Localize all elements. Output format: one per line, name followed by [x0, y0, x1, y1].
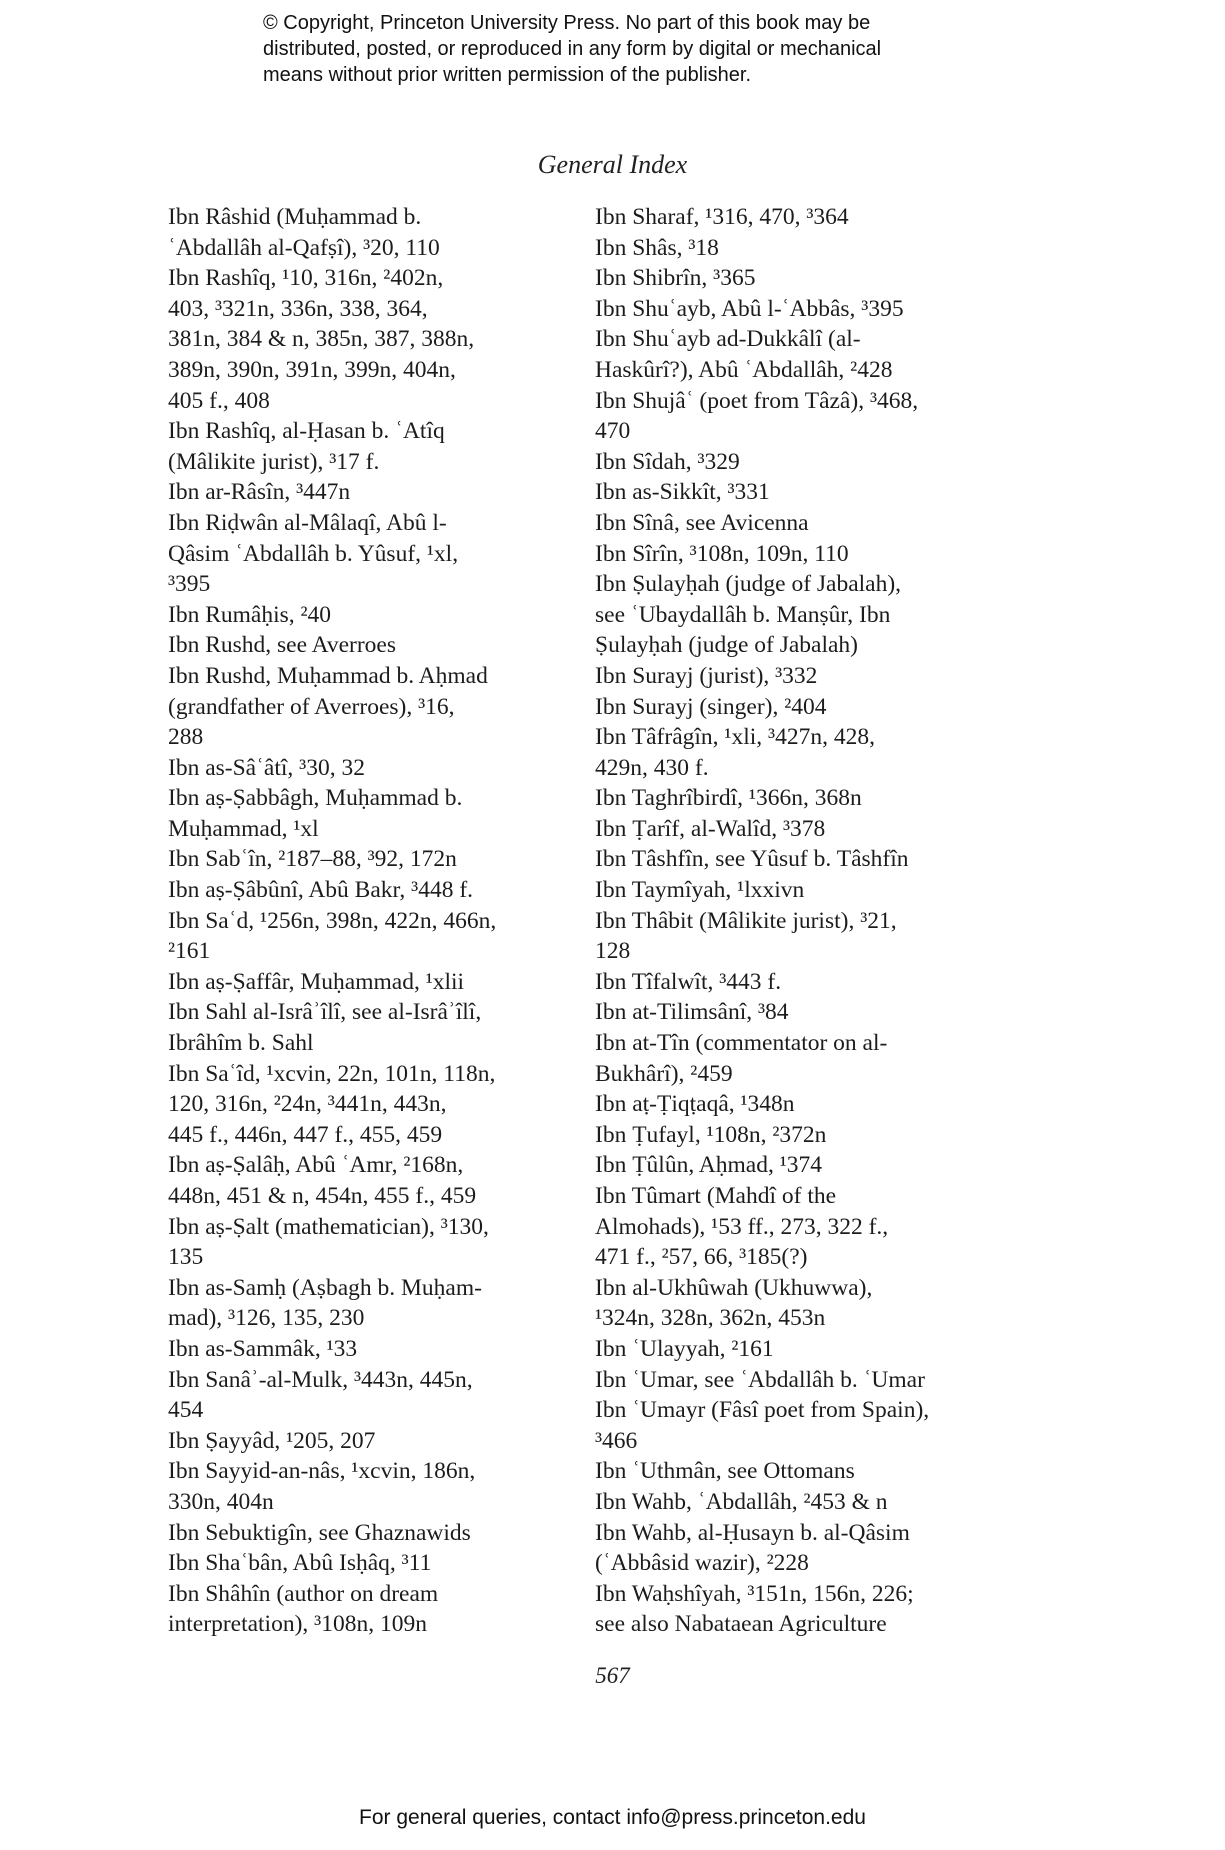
index-entry-line: 381n, 384 & n, 385n, 387, 388n,: [168, 326, 475, 353]
index-entry: [168, 906, 578, 967]
index-entry: [168, 1150, 578, 1211]
index-entry: [168, 967, 578, 998]
index-entry: [595, 783, 1015, 814]
index-entry-line: Ibn aṭ-Ṭiqṭaqâ, ¹348n: [595, 1091, 795, 1118]
index-entry-line: Ibn as-Sikkît, ³331: [595, 479, 770, 506]
copyright-notice: [263, 10, 1023, 88]
index-entry: [595, 722, 1015, 783]
index-entry-line: Ibrâhîm b. Sahl: [168, 1030, 314, 1057]
index-entry: [168, 1212, 578, 1273]
index-entry-line: Ibn Taymîyah, ¹lxxivn: [595, 877, 805, 904]
index-entry: [595, 1273, 1015, 1334]
index-entry: [595, 906, 1015, 967]
copyright-line: © Copyright, Princeton University Press. No part of this book may be: [263, 12, 871, 34]
index-entry-line: Ibn Sahl al-Isrâʾîlî, see al-Isrâʾîlî,: [168, 999, 482, 1026]
index-entry: [595, 692, 1015, 723]
index-entry-line: Ibn Surayj (jurist), ³332: [595, 662, 818, 689]
index-entry-line: Ibn Waḥshîyah, ³151n, 156n, 226;: [595, 1580, 914, 1607]
index-entry: [595, 202, 1015, 233]
index-entry-line: Ibn aṣ-Ṣabbâgh, Muḥammad b.: [168, 785, 463, 812]
index-entry: [168, 844, 578, 875]
index-entry-line: Ibn ʿUlayyah, ²161: [595, 1335, 774, 1362]
index-entry-line: Qâsim ʿAbdallâh b. Yûsuf, ¹xl,: [168, 540, 459, 567]
index-entry-line: Ibn as-Sâʿâtî, ³30, 32: [168, 754, 365, 781]
index-entry-line: Ibn Sabʿîn, ²187–88, ³92, 172n: [168, 846, 457, 873]
index-entry-line: Almohads), ¹53 ff., 273, 322 f.,: [595, 1213, 889, 1240]
index-entry: [595, 447, 1015, 478]
index-entry: [168, 1334, 578, 1365]
index-entry: [595, 1028, 1015, 1089]
index-column-right: [595, 202, 1015, 1640]
index-entry: [595, 1395, 1015, 1456]
index-entry-line: see also Nabataean Agriculture: [595, 1611, 887, 1638]
index-entry-line: Ibn Taghrîbirdî, ¹366n, 368n: [595, 785, 862, 812]
index-entry-line: Ibn Wahb, al-Ḥusayn b. al-Qâsim: [595, 1519, 910, 1546]
index-entry-line: ³395: [168, 571, 211, 598]
index-entry-line: Haskûrî?), Abû ʿAbdallâh, ²428: [595, 356, 893, 383]
index-entry-line: Ibn Sebuktigîn, see Ghaznawids: [168, 1519, 471, 1546]
index-entry-line: Ibn Ṭufayl, ¹108n, ²372n: [595, 1121, 827, 1148]
index-entry: [168, 875, 578, 906]
index-entry-line: Ibn Ṭarîf, al-Walîd, ³378: [595, 815, 826, 842]
index-entry-line: Ibn ar-Râsîn, ³447n: [168, 479, 351, 506]
index-entry-line: (Mâlikite jurist), ³17 f.: [168, 448, 380, 475]
index-entry-line: Ibn Rashîq, ¹10, 316n, ²402n,: [168, 265, 444, 292]
index-entry: [595, 875, 1015, 906]
index-entry: [168, 508, 578, 600]
index-entry-line: Ibn ʿUmayr (Fâsî poet from Spain),: [595, 1397, 930, 1424]
index-entry-line: Ibn Ṭûlûn, Aḥmad, ¹374: [595, 1152, 823, 1179]
index-entry-line: 288: [168, 724, 204, 751]
index-entry-line: Ibn Sanâʾ-al-Mulk, ³443n, 445n,: [168, 1366, 473, 1393]
index-entry: [595, 1487, 1015, 1518]
index-entry-line: mad), ³126, 135, 230: [168, 1305, 365, 1332]
index-entry: [168, 600, 578, 631]
index-entry: [595, 1120, 1015, 1151]
index-entry-line: (ʿAbbâsid wazir), ²228: [595, 1550, 809, 1577]
index-entry-line: Ibn Tîfalwît, ³443 f.: [595, 968, 782, 995]
index-entry-line: Ibn Shujâʿ (poet from Tâzâ), ³468,: [595, 387, 919, 414]
index-entry: [168, 1548, 578, 1579]
index-entry-line: Ibn Rumâḥis, ²40: [168, 601, 332, 628]
index-entry: [595, 1150, 1015, 1181]
index-entry-line: Ibn Shaʿbân, Abû Isḥâq, ³11: [168, 1550, 432, 1577]
index-entry-line: 128: [595, 938, 631, 965]
index-entry-line: 454: [168, 1397, 204, 1424]
index-entry-line: ʿAbdallâh al-Qafṣî), ³20, 110: [168, 234, 440, 261]
index-entry-line: 389n, 390n, 391n, 399n, 404n,: [168, 356, 456, 383]
index-entry-line: interpretation), ³108n, 109n: [168, 1611, 427, 1638]
index-entry-line: Ibn Rushd, Muḥammad b. Aḥmad: [168, 662, 488, 689]
index-entry-line: ¹324n, 328n, 362n, 453n: [595, 1305, 826, 1332]
index-entry: [595, 1456, 1015, 1487]
index-entry-line: Ibn as-Sammâk, ¹33: [168, 1335, 358, 1362]
index-entry-line: Ibn Shuʿayb, Abû l-ʿAbbâs, ³395: [595, 295, 904, 322]
index-entry-line: Ibn Rashîq, al-Ḥasan b. ʿAtîq: [168, 418, 445, 445]
index-entry-line: Ibn aṣ-Ṣalâḥ, Abû ʿAmr, ²168n,: [168, 1152, 464, 1179]
index-entry: [595, 814, 1015, 845]
index-entry-line: Ibn Sayyid-an-nâs, ¹xcvin, 186n,: [168, 1458, 476, 1485]
index-entry-line: 429n, 430 f.: [595, 754, 709, 781]
index-entry-line: Ibn Ṣayyâd, ¹205, 207: [168, 1427, 376, 1454]
index-entry-line: Ibn aṣ-Ṣalt (mathematician), ³130,: [168, 1213, 489, 1240]
index-entry-line: Ibn Ṣulayḥah (judge of Jabalah),: [595, 571, 902, 598]
footer-contact: For general queries, contact info@press.princeton.edu: [359, 1806, 866, 1829]
index-entry-line: Ibn Shuʿayb ad-Dukkâlî (al-: [595, 326, 861, 353]
index-entry-line: ²161: [168, 938, 211, 965]
index-entry: [595, 844, 1015, 875]
index-entry-line: Ibn aṣ-Ṣâbûnî, Abû Bakr, ³448 f.: [168, 877, 474, 904]
index-entry: [168, 202, 578, 263]
index-entry-line: (grandfather of Averroes), ³16,: [168, 693, 455, 720]
index-entry-line: 135: [168, 1244, 204, 1271]
page-number: 567: [595, 1663, 630, 1688]
index-entry: [595, 967, 1015, 998]
index-entry: [595, 569, 1015, 661]
index-entry-line: 448n, 451 & n, 454n, 455 f., 459: [168, 1183, 477, 1209]
index-entry: [595, 661, 1015, 692]
index-entry-line: Ṣulayḥah (judge of Jabalah): [595, 632, 858, 659]
index-entry-line: Ibn ʿUmar, see ʿAbdallâh b. ʿUmar: [595, 1366, 925, 1393]
index-entry: [595, 1365, 1015, 1396]
index-entry-line: 120, 316n, ²24n, ³441n, 443n,: [168, 1091, 447, 1118]
index-entry-line: 445 f., 446n, 447 f., 455, 459: [168, 1121, 443, 1148]
index-entry: [168, 997, 578, 1058]
index-entry-line: Ibn Rushd, see Averroes: [168, 632, 396, 659]
running-head: General Index: [537, 150, 688, 179]
index-entry: [595, 263, 1015, 294]
index-column-left: [168, 202, 578, 1640]
index-entry-line: Ibn Sînâ, see Avicenna: [595, 509, 809, 536]
index-entry-line: Ibn Tûmart (Mahdî of the: [595, 1183, 837, 1209]
index-entry: [595, 477, 1015, 508]
index-entry-line: Ibn Saʿîd, ¹xcvin, 22n, 101n, 118n,: [168, 1060, 496, 1087]
index-entry-line: Ibn Sîrîn, ³108n, 109n, 110: [595, 540, 849, 567]
index-entry: [168, 1579, 578, 1640]
index-entry-line: Ibn Riḍwân al-Mâlaqî, Abû l-: [168, 509, 447, 536]
index-entry-line: Muḥammad, ¹xl: [168, 815, 319, 842]
index-entry-line: Bukhârî), ²459: [595, 1060, 733, 1087]
index-entry: [595, 294, 1015, 325]
index-entry-line: Ibn Tâshfîn, see Yûsuf b. Tâshfîn: [595, 846, 909, 873]
index-entry: [595, 1334, 1015, 1365]
index-entry: [168, 1059, 578, 1151]
index-entry-line: Ibn Shâs, ³18: [595, 234, 719, 261]
index-entry-line: Ibn Tâfrâgîn, ¹xli, ³427n, 428,: [595, 724, 875, 751]
index-entry-line: Ibn ʿUthmân, see Ottomans: [595, 1458, 855, 1485]
index-entry: [168, 1426, 578, 1457]
index-entry: [595, 1518, 1015, 1579]
index-entry: [595, 508, 1015, 539]
index-entry-line: Ibn as-Samḥ (Aṣbagh b. Muḥam-: [168, 1274, 482, 1301]
index-entry-line: 405 f., 408: [168, 387, 270, 414]
index-entry-line: Ibn Shâhîn (author on dream: [168, 1580, 439, 1607]
index-entry-line: 330n, 404n: [168, 1488, 274, 1515]
index-entry: [168, 1456, 578, 1517]
index-entry-line: Ibn Surayj (singer), ²404: [595, 693, 827, 720]
index-entry: [168, 661, 578, 753]
index-entry: [168, 753, 578, 784]
index-entry: [595, 324, 1015, 385]
index-entry-line: Ibn Shibrîn, ³365: [595, 265, 756, 292]
index-entry: [168, 1365, 578, 1426]
index-entry: [168, 477, 578, 508]
index-entry-line: Ibn at-Tilimsânî, ³84: [595, 999, 789, 1026]
index-entry: [595, 1181, 1015, 1273]
index-entry: [168, 263, 578, 416]
index-entry-line: Ibn at-Tîn (commentator on al-: [595, 1030, 888, 1057]
index-entry-line: Ibn Saʿd, ¹256n, 398n, 422n, 466n,: [168, 907, 497, 934]
index-entry: [595, 233, 1015, 264]
copyright-line: distributed, posted, or reproduced in any form by digital or mechanical: [263, 38, 882, 60]
index-entry-line: Ibn Râshid (Muḥammad b.: [168, 204, 422, 230]
index-entry-line: 470: [595, 418, 631, 445]
index-entry: [168, 1518, 578, 1549]
index-entry: [595, 1089, 1015, 1120]
index-entry-line: Ibn al-Ukhûwah (Ukhuwwa),: [595, 1274, 873, 1301]
index-entry-line: Ibn Sharaf, ¹316, 470, ³364: [595, 204, 849, 230]
index-entry-line: see ʿUbaydallâh b. Manṣûr, Ibn: [595, 601, 891, 628]
index-entry: [595, 386, 1015, 447]
index-entry: [595, 1579, 1015, 1640]
index-entry-line: Ibn aṣ-Ṣaffâr, Muḥammad, ¹xlii: [168, 968, 465, 995]
index-entry: [168, 416, 578, 477]
index-entry-line: Ibn Thâbit (Mâlikite jurist), ³21,: [595, 907, 897, 934]
index-entry-line: 403, ³321n, 336n, 338, 364,: [168, 295, 428, 322]
index-entry-line: Ibn Wahb, ʿAbdallâh, ²453 & n: [595, 1488, 888, 1515]
index-entry-line: 471 f., ²57, 66, ³185(?): [595, 1244, 808, 1271]
index-entry-line: ³466: [595, 1427, 638, 1454]
index-entry: [168, 1273, 578, 1334]
index-entry: [168, 630, 578, 661]
copyright-line: means without prior written permission of the publisher.: [263, 64, 752, 86]
index-entry: [595, 539, 1015, 570]
index-entry: [595, 997, 1015, 1028]
index-entry-line: Ibn Sîdah, ³329: [595, 448, 740, 475]
index-entry: [168, 783, 578, 844]
